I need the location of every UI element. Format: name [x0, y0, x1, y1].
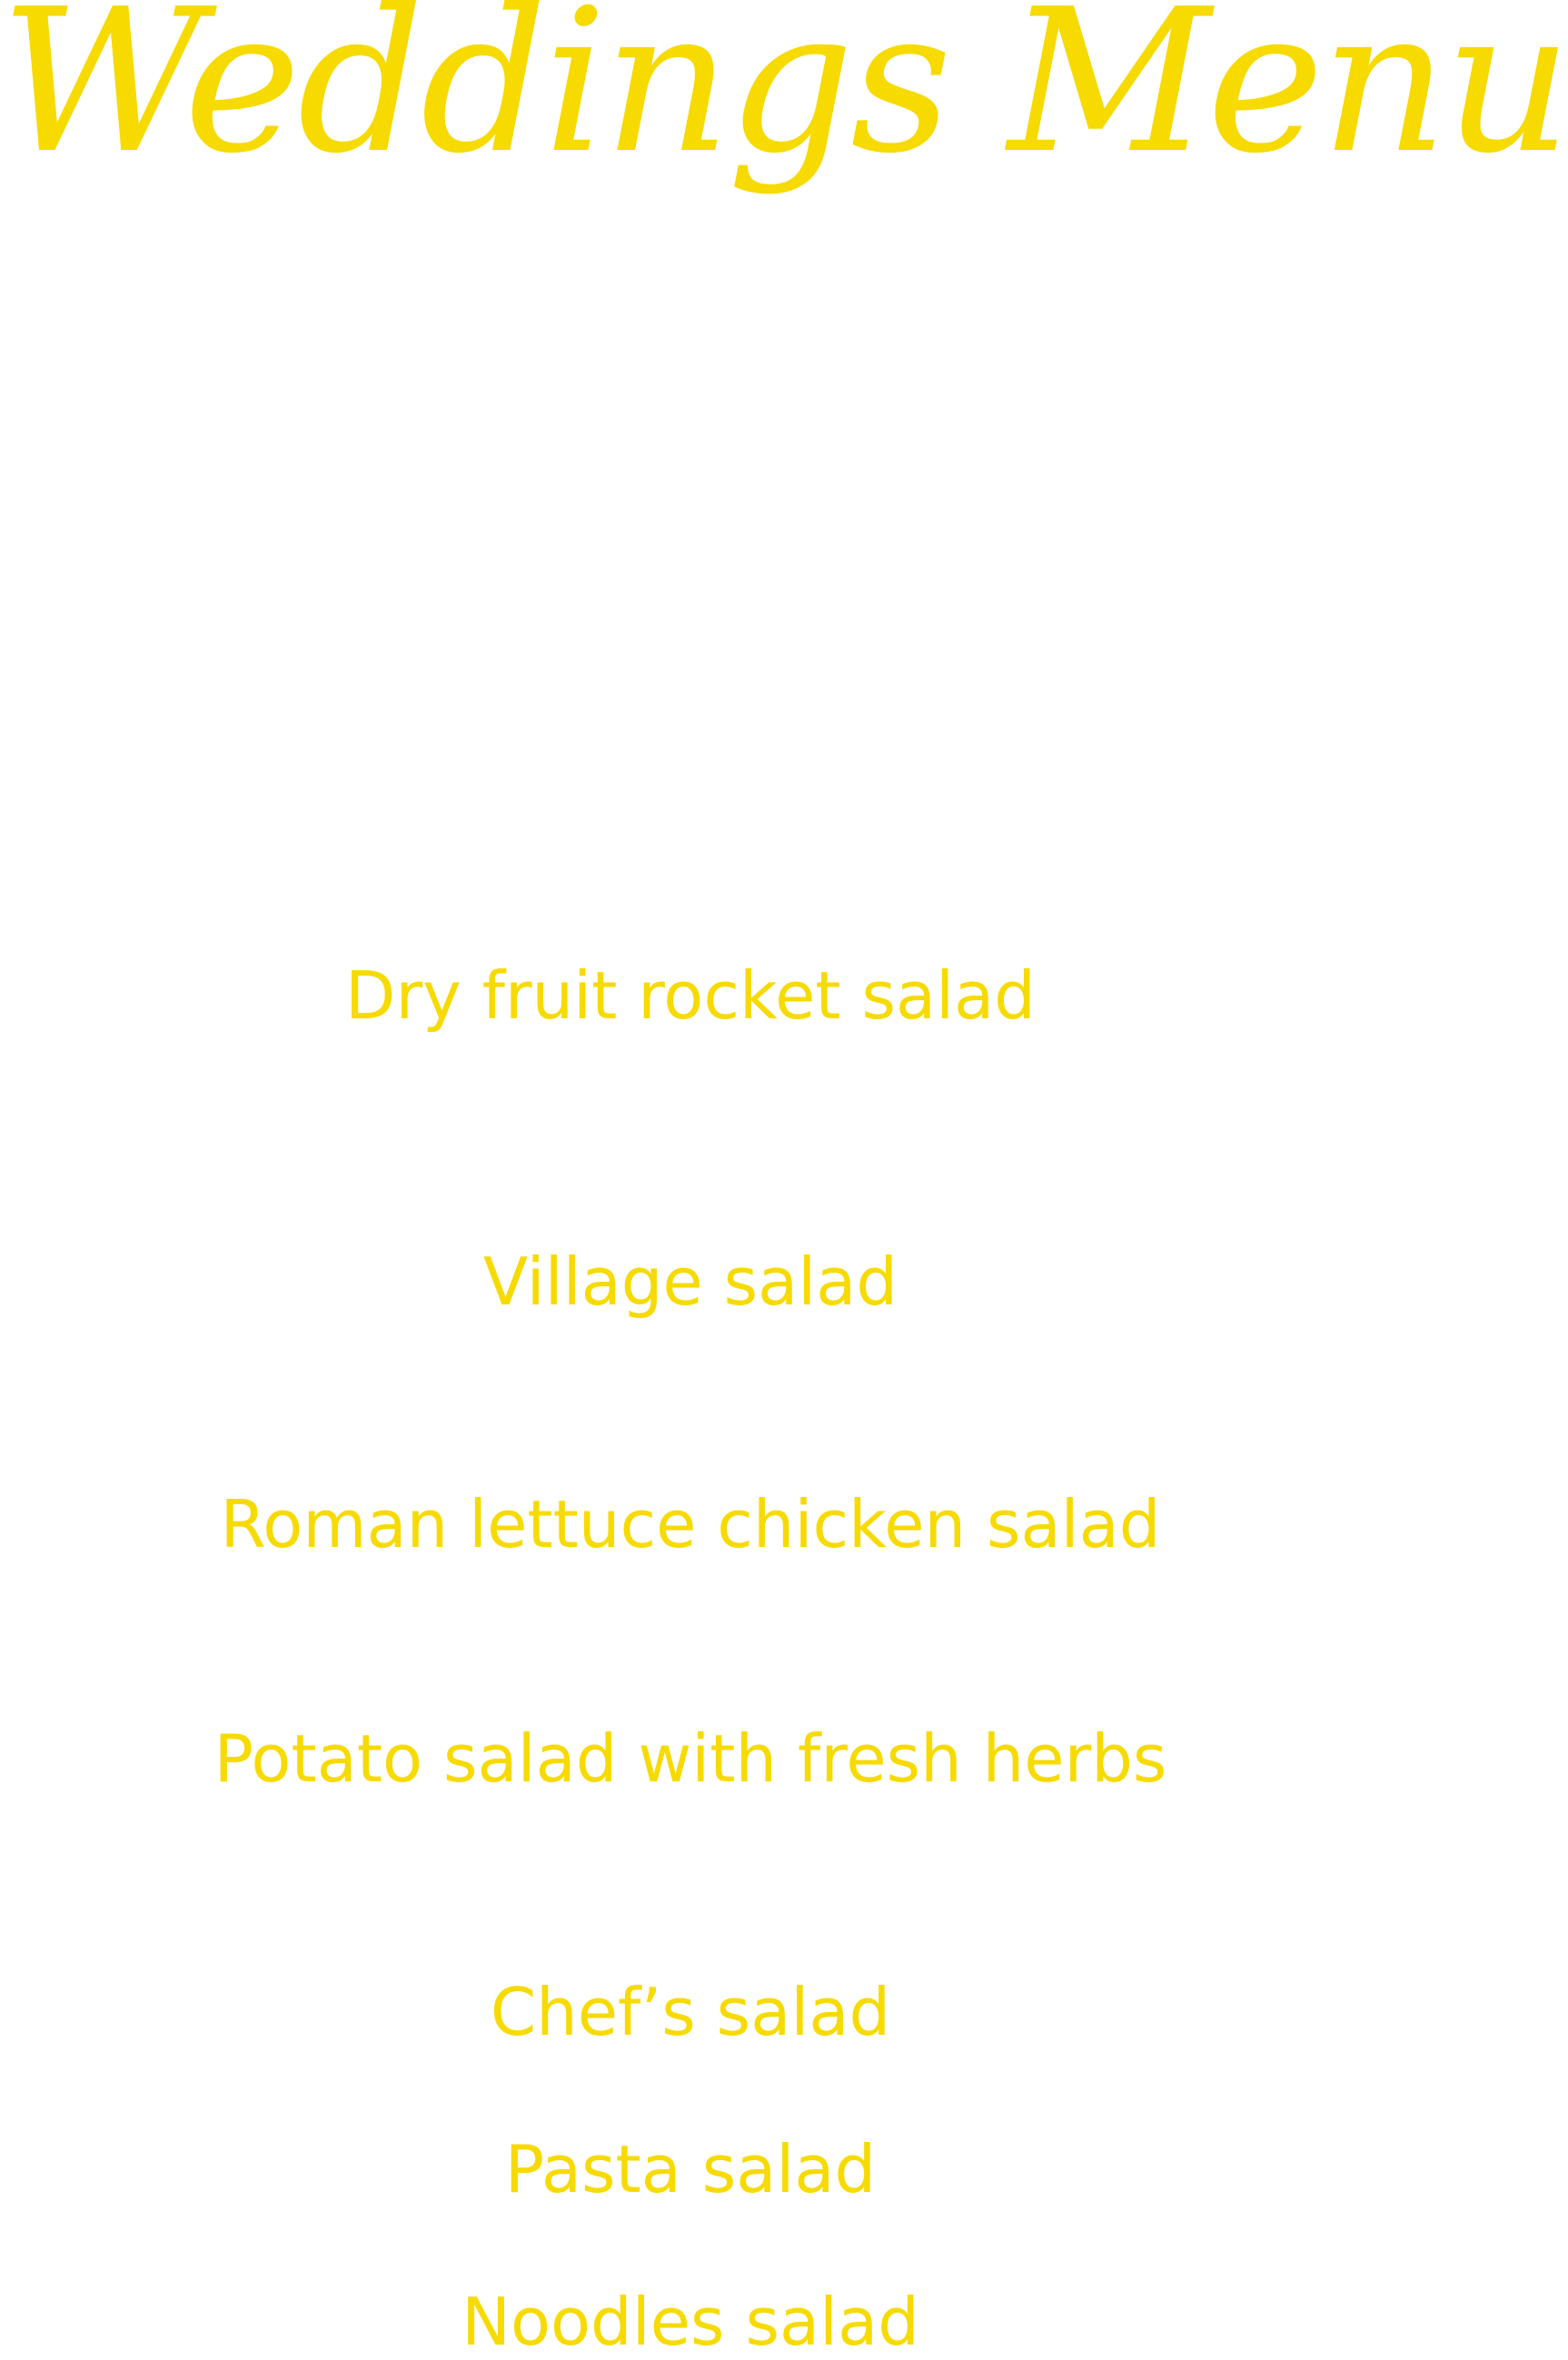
- menu-item-potato-salad-with-fresh-herbs: Potato salad with fresh herbs: [213, 1720, 1167, 1797]
- menu-title: Weddings Menu: [0, 0, 1568, 197]
- menu-item-noodles-salad: Noodles salad: [461, 2284, 919, 2360]
- menu-item-chefs-salad: Chef’s salad: [490, 1974, 891, 2050]
- menu-item-pasta-salad: Pasta salad: [504, 2131, 877, 2207]
- menu-item-dry-fruit-rocket-salad: Dry fruit rocket salad: [345, 957, 1036, 1034]
- menu-item-roman-lettuce-chicken-salad: Roman lettuce chicken salad: [220, 1486, 1161, 1562]
- menu-item-village-salad: Village salad: [482, 1244, 898, 1320]
